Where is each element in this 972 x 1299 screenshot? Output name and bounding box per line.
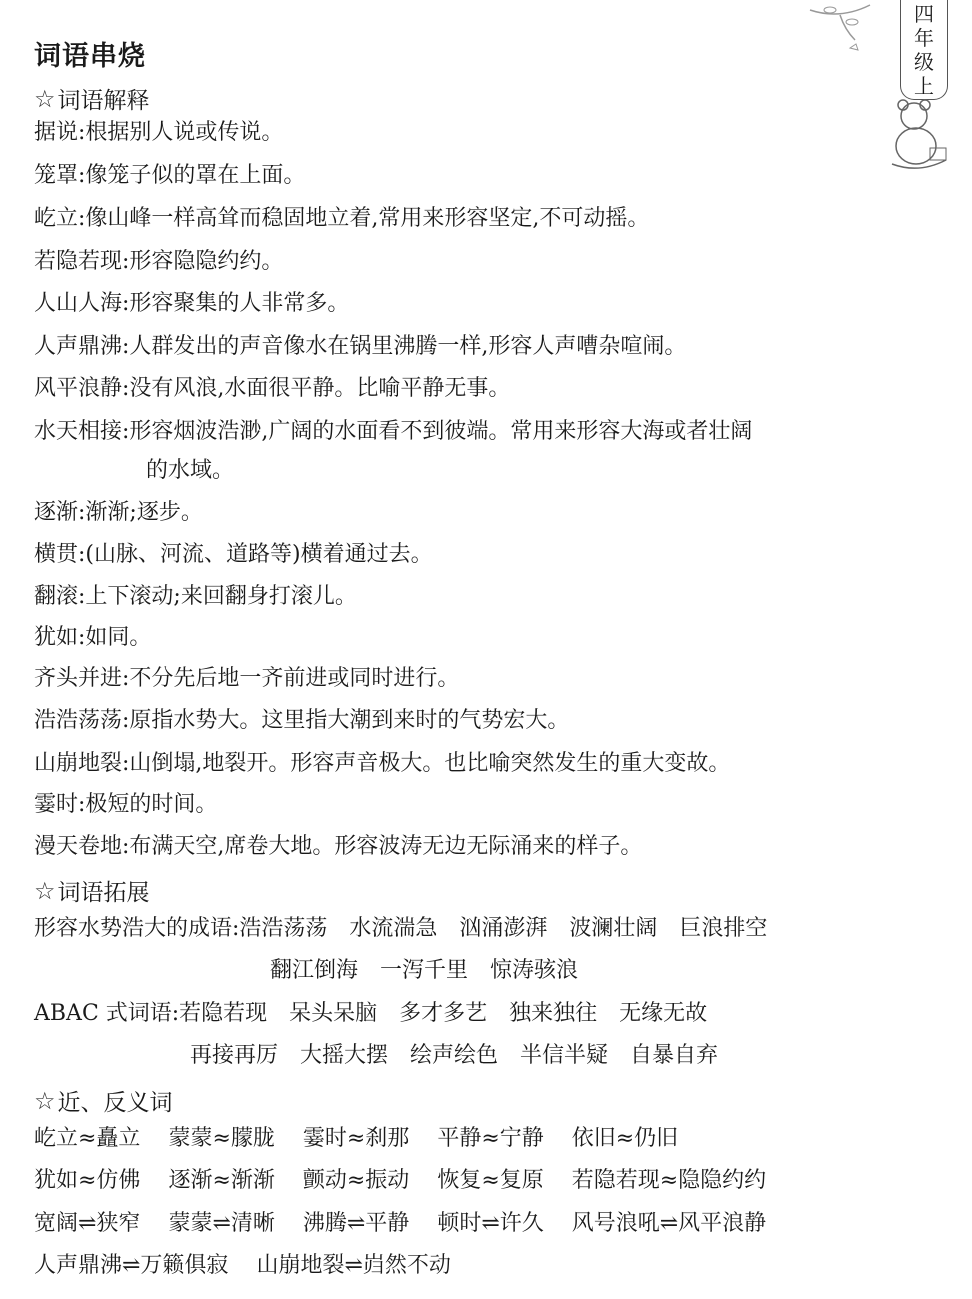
word-pair: 人声鼎沸⇌万籁俱寂 <box>34 1253 229 1278</box>
word-pair: 平静≈宁静 <box>437 1126 544 1151</box>
bear-icon <box>884 98 954 174</box>
definition-line: 若隐若现:形容隐隐约约。 <box>34 249 284 274</box>
word-pair: 颤动≈振动 <box>302 1168 410 1193</box>
section-heading-synant <box>34 1084 173 1117</box>
definition-line: 犹如:如同。 <box>34 625 152 650</box>
grade-tab-char: 级 <box>914 50 934 74</box>
word-pair: 霎时≈刹那 <box>302 1126 410 1151</box>
word-pair: 沸腾⇌平静 <box>302 1211 410 1236</box>
definition-line: 翻滚:上下滚动;来回翻身打滚儿。 <box>34 584 357 609</box>
word-pair-row <box>34 1251 479 1281</box>
definition-line: 水天相接:形容烟波浩渺,广阔的水面看不到彼端。常用来形容大海或者壮阔 <box>34 419 753 444</box>
section-label: 词语拓展 <box>57 880 150 906</box>
word-pair: 山崩地裂⇌岿然不动 <box>256 1253 451 1278</box>
grade-tab <box>900 0 948 100</box>
expansion-line: 翻江倒海 一泻千里 惊涛骇浪 <box>270 958 579 983</box>
definition-continuation: 的水域。 <box>146 458 235 483</box>
word-pair: 风号浪吼⇌风平浪静 <box>571 1211 767 1236</box>
star-icon: ☆ <box>34 84 56 113</box>
section-heading-expand <box>34 874 150 907</box>
expansion-line: 再接再厉 大摇大摆 绘声绘色 半信半疑 自暴自弃 <box>190 1043 719 1068</box>
grade-tab-char: 四 <box>914 2 934 26</box>
definition-line: 笼罩:像笼子似的罩在上面。 <box>34 163 306 188</box>
definition-line: 浩浩荡荡:原指水势大。这里指大潮到来时的气势宏大。 <box>34 708 570 733</box>
expansion-line: 形容水势浩大的成语:浩浩荡荡 水流湍急 汹涌澎湃 波澜壮阔 巨浪排空 <box>34 916 768 941</box>
word-pair: 犹如≈仿佛 <box>34 1168 141 1193</box>
definition-line: 人声鼎沸:人群发出的声音像水在锅里沸腾一样,形容人声嘈杂喧闹。 <box>34 334 687 359</box>
definition-line: 漫天卷地:布满天空,席卷大地。形容波涛无边无际涌来的样子。 <box>34 834 643 859</box>
word-pair: 蒙蒙≈朦胧 <box>168 1126 275 1151</box>
word-pair: 依旧≈仍旧 <box>571 1126 679 1151</box>
word-pair: 屹立≈矗立 <box>34 1126 141 1151</box>
definition-line: 山崩地裂:山倒塌,地裂开。形容声音极大。也比喻突然发生的重大变故。 <box>34 751 731 776</box>
definition-line: 齐头并进:不分先后地一齐前进或同时进行。 <box>34 666 460 691</box>
section-label: 近、反义词 <box>57 1090 173 1116</box>
definition-line: 据说:根据别人说或传说。 <box>34 120 284 145</box>
word-pair: 逐渐≈渐渐 <box>168 1168 275 1193</box>
expansion-line: ABAC 式词语:若隐若现 呆头呆脑 多才多艺 独来独往 无缘无故 <box>34 1001 708 1026</box>
tree-branch-illustration <box>800 0 900 60</box>
word-pair: 顿时⇌许久 <box>437 1211 544 1236</box>
grade-tab-char: 年 <box>914 26 934 50</box>
star-icon: ☆ <box>34 876 56 905</box>
definition-line: 屹立:像山峰一样高耸而稳固地立着,常用来形容坚定,不可动摇。 <box>34 206 650 231</box>
word-pair: 若隐若现≈隐隐约约 <box>571 1168 767 1193</box>
word-pair-row <box>34 1209 794 1239</box>
definition-line: 霎时:极短的时间。 <box>34 792 218 817</box>
page-title: 词语串烧 <box>34 41 146 72</box>
word-pair-row <box>34 1124 706 1154</box>
word-pair: 恢复≈复原 <box>437 1168 544 1193</box>
definition-line: 逐渐:渐渐;逐步。 <box>34 500 203 525</box>
section-heading-explain <box>34 82 150 115</box>
word-pair: 蒙蒙⇌清晰 <box>168 1211 275 1236</box>
definition-line: 横贯:(山脉、河流、道路等)横着通过去。 <box>34 542 433 567</box>
section-label: 词语解释 <box>57 88 150 114</box>
definition-line: 人山人海:形容聚集的人非常多。 <box>34 291 350 316</box>
word-pair-row <box>34 1166 794 1196</box>
word-pair: 宽阔⇌狭窄 <box>34 1211 141 1236</box>
definition-line: 风平浪静:没有风浪,水面很平静。比喻平静无事。 <box>34 376 511 401</box>
star-icon: ☆ <box>34 1086 56 1115</box>
grade-tab-char: 上 <box>914 74 934 98</box>
